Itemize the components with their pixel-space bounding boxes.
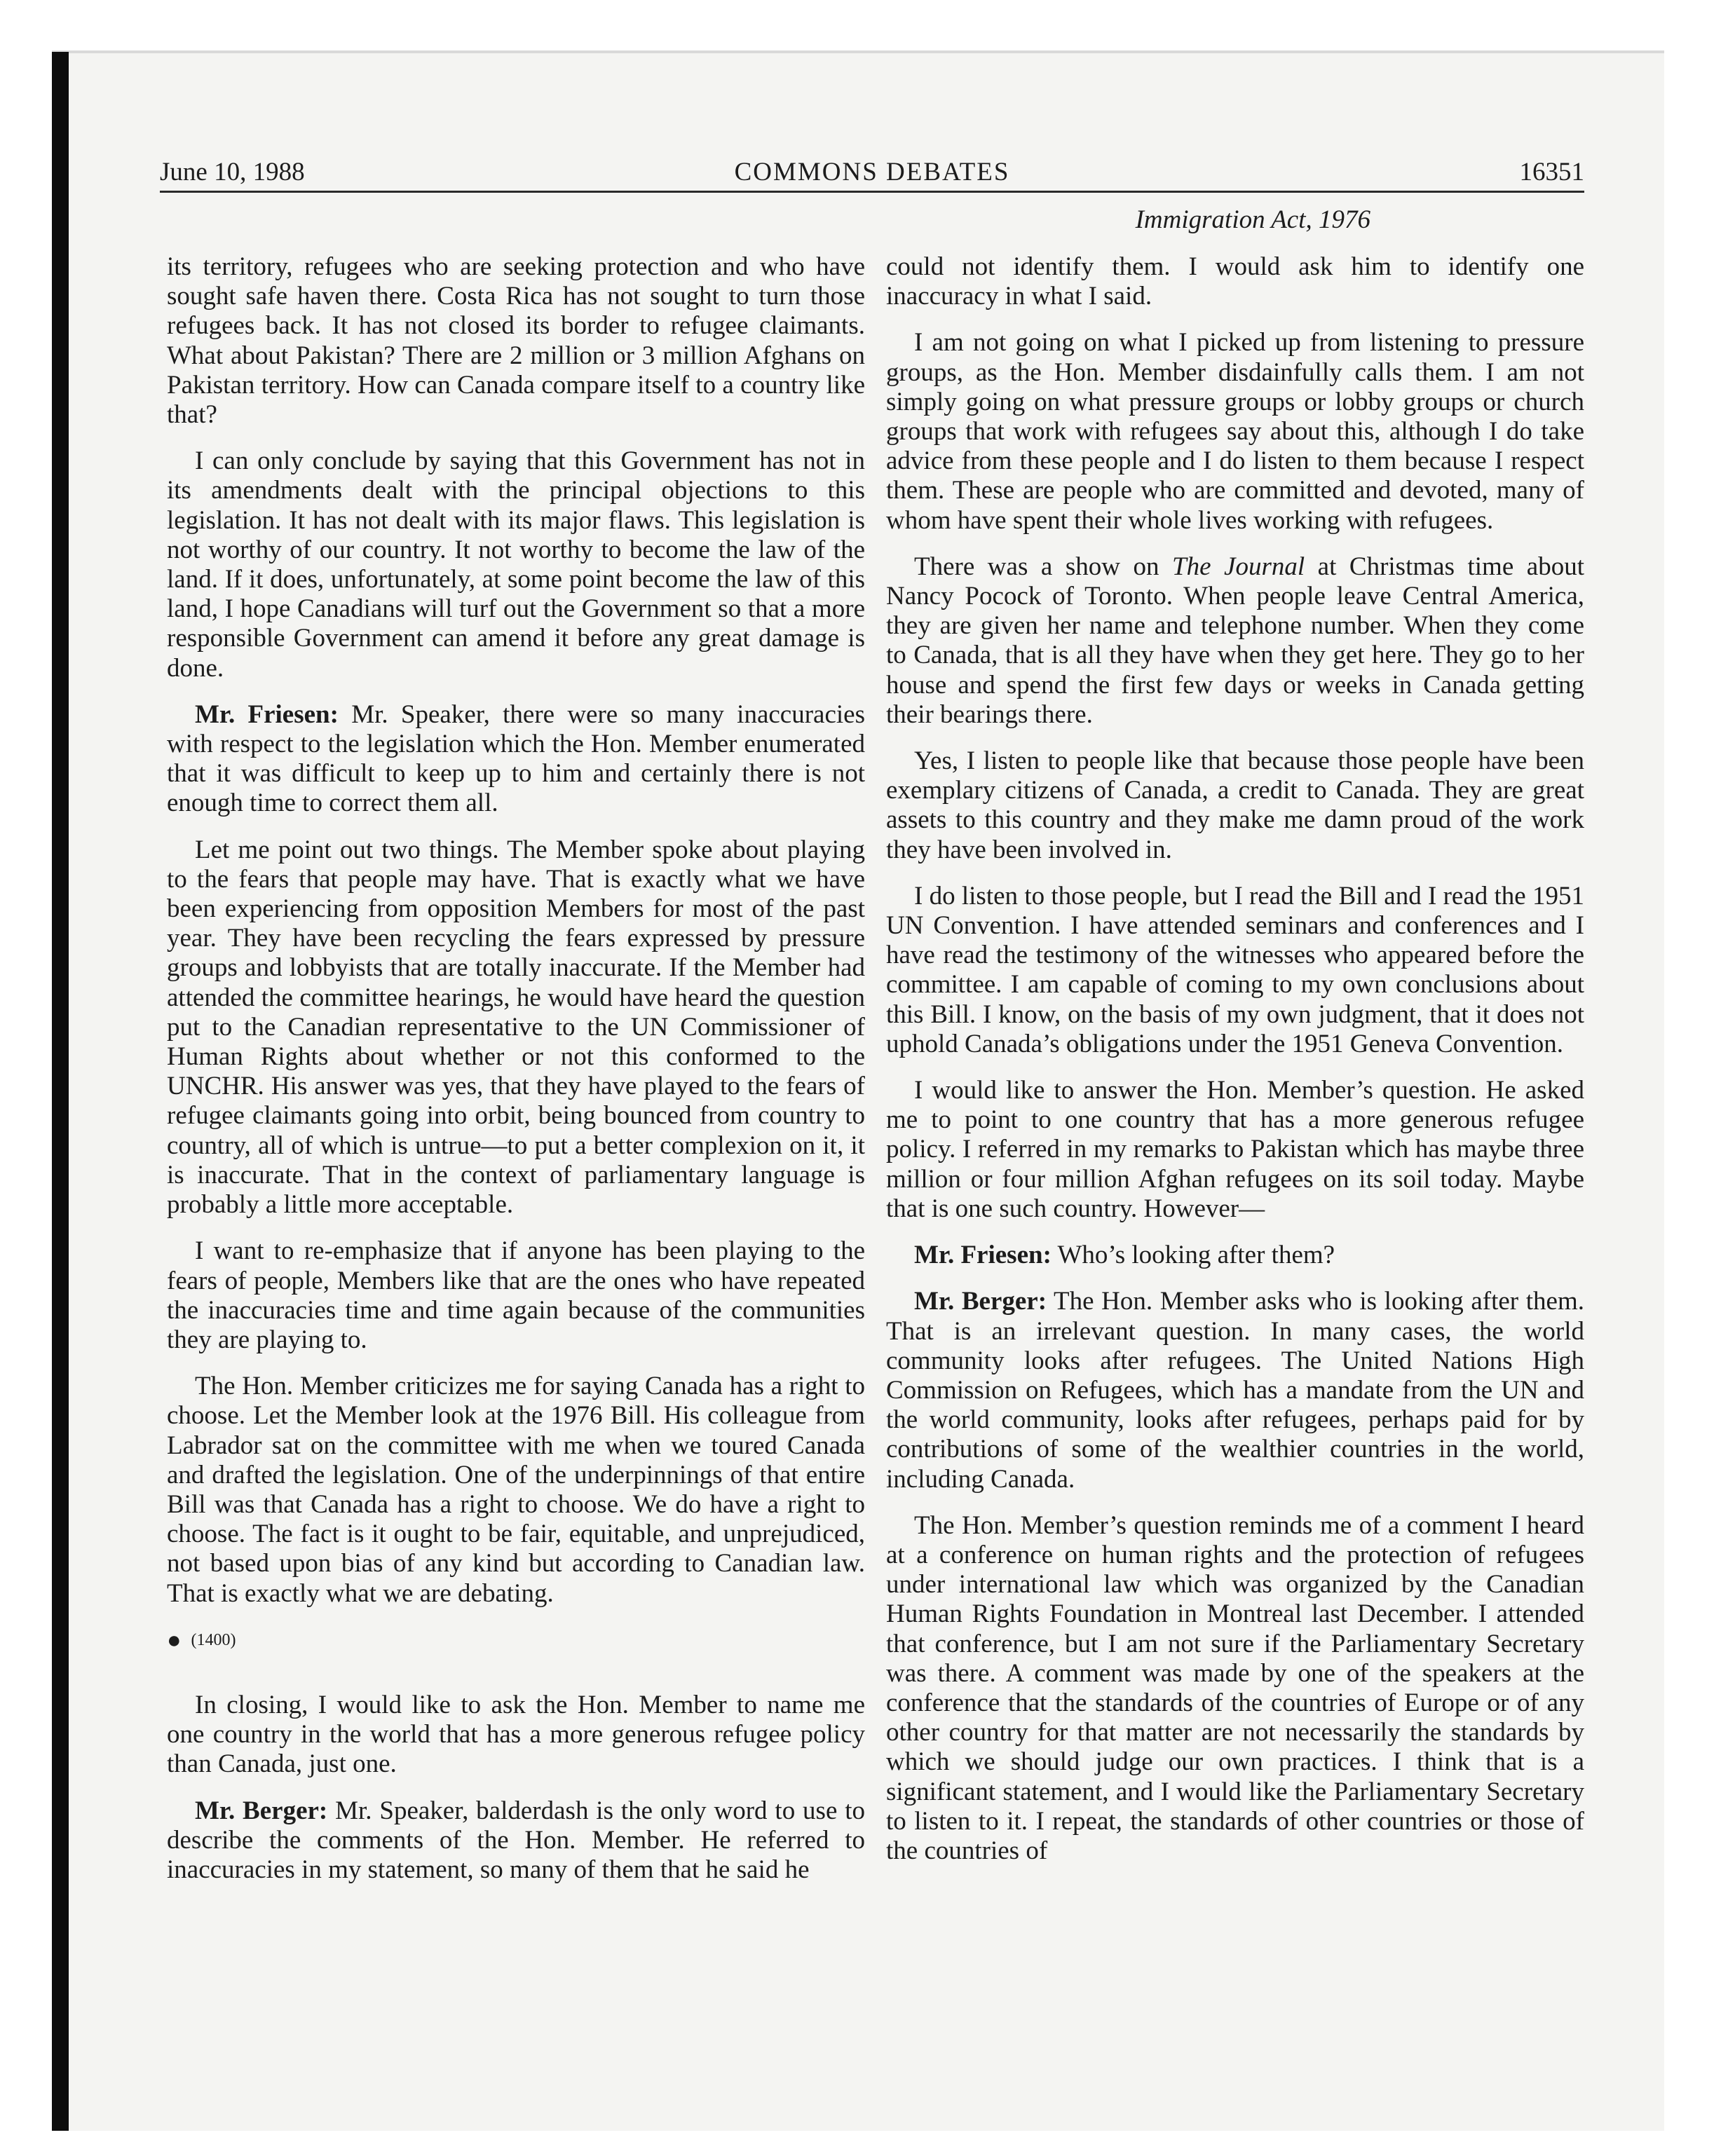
paragraph-text: Mr. Speaker, there were so many inaccuracies with respect to the legislation which the Hon. Member enumerated that it was difficult to keep up to him and certainly there is not enough time to correct them all. — [167, 700, 865, 818]
left-column — [167, 252, 865, 1902]
speaker-name: Mr. Berger: — [914, 1287, 1047, 1316]
paragraph-text: Mr. Speaker, balderdash is the only word to use to describe the comments of the Hon. Member. He referred to inaccuracies in my statement, so many of them that he said he — [167, 1796, 866, 1884]
paragraph-text: The Hon. Member asks who is looking after them. That is an irrelevant question. In many cases, the world community looks after refugees. The United Nations High Commission on Refugees, which has a mandate from the UN and the world community, looks after refugees, perhaps paid for by contributions of some of the wealthier countries in the world, including Canada. — [886, 1287, 1584, 1494]
running-head: Immigration Act, 1976 — [1135, 205, 1370, 234]
speaker-name: Mr. Friesen: — [195, 700, 339, 729]
paragraph — [167, 1796, 865, 1885]
paragraph: I am not going on what I picked up from listening to pressure groups, as the Hon. Member disdainfully calls them. I am not simply going on what pressure groups or lobby groups or church groups that work with refugees say about this, although I do take advice from these people and I do listen to them because I respect them. These are people who are committed and devoted, many of whom have spent their whole lives working with refugees. — [886, 328, 1584, 535]
paragraph: its territory, refugees who are seeking protection and who have sought safe haven there. Costa Rica has not sought to turn those refugees back. It has not closed its border to refugee claimants. What about Pakistan? There are 2 million or 3 million Afghans on Pakistan territory. How can Canada compare itself to a country like that? — [167, 252, 865, 430]
paragraph — [886, 1241, 1584, 1270]
paragraph: I would like to answer the Hon. Member’s question. He asked me to point to one country that has a more generous refugee policy. I referred in my remarks to Pakistan which has maybe three million or four million Afghan refugees on its soil today. Maybe that is one such country. However— — [886, 1076, 1584, 1223]
header-date: June 10, 1988 — [160, 158, 305, 186]
paragraph: The Hon. Member criticizes me for saying Canada has a right to choose. Let the Member look at the 1976 Bill. His colleague from Labrador sat on the committee with me when we toured Canada and drafted the legislation. One of the underpinnings of that entire Bill was that Canada has a right to choose. We do have a right to choose. The fact is it ought to be fair, equitable, and unprejudiced, not based upon bias of any kind but according to Canadian law. That is exactly what we are debating. — [167, 1372, 865, 1608]
paragraph: Yes, I listen to people like that because those people have been exemplary citizens of Canada, a credit to Canada. They are great assets to this country and they make me damn proud of the work they have been involved in. — [886, 746, 1584, 864]
paragraph: In closing, I would like to ask the Hon. Member to name me one country in the world that has a more generous refugee policy than Canada, just one. — [167, 1690, 865, 1779]
paragraph: I can only conclude by saying that this Government has not in its amendments dealt with the principal objections to this legislation. It has not dealt with its major flaws. This legislation is not worthy of our country. It not worthy to become the law of the land. If it does, unfortunately, at some point become the law of this land, I hope Canadians will turf out the Government so that a more responsible Government can amend it before any great damage is done. — [167, 446, 865, 683]
paragraph — [886, 552, 1584, 730]
paragraph: I do listen to those people, but I read the Bill and I read the 1951 UN Convention. I have attended seminars and conferences and I have read the testimony of the witnesses who appeared before the committee. I am capable of coming to my own conclusions about this Bill. I know, on the basis of my own judgment, that it does not uphold Canada’s obligations under the 1951 Geneva Convention. — [886, 881, 1584, 1058]
speaker-name: Mr. Berger: — [195, 1796, 328, 1825]
right-column — [886, 252, 1584, 1883]
paragraph-text: at Christmas time about Nancy Pocock of Toronto. When people leave Central America, they are given her name and telephone number. When they come to Canada, that is all they have when they get here. They go to her house and spend the first few days or weeks in Canada getting their bearings there. — [886, 552, 1584, 729]
timestamp — [167, 1625, 865, 1656]
program-title: The Journal — [1172, 552, 1305, 581]
paragraph: The Hon. Member’s question reminds me of a comment I heard at a conference on human rights and the protection of refugees under international law which was organized by the Canadian Human Rights Foundation in Montreal last December. I attended that conference, but I am not sure if the Parliamentary Secretary was there. A comment was made by one of the speakers at the conference that the standards of the countries of Europe or of any other country for that matter are not necessarily the standards by which we should judge our own practices. I think that is a significant statement, and I would like the Parliamentary Secretary to listen to it. I repeat, the standards of other countries or those of the countries of — [886, 1510, 1584, 1865]
header-rule — [160, 191, 1584, 193]
paragraph: could not identify them. I would ask him to identify one inaccuracy in what I said. — [886, 252, 1584, 311]
speaker-name: Mr. Friesen: — [914, 1241, 1052, 1270]
page-header — [160, 157, 1584, 193]
bullet-icon: ● — [167, 1627, 182, 1653]
scan-border-left — [52, 52, 69, 2131]
paragraph-text: Who’s looking after them? — [1051, 1241, 1335, 1270]
paragraph — [886, 1287, 1584, 1494]
paragraph — [167, 700, 865, 819]
header-page-number: 16351 — [1519, 158, 1584, 186]
paragraph: Let me point out two things. The Member spoke about playing to the fears that people may have. That is exactly what we have been experiencing from opposition Members for most of the past year. They have been recycling the fears expressed by pressure groups and lobbyists that are totally inaccurate. If the Member had attended the committee hearings, he would have heard the question put to the Canadian representative to the UN Commissioner of Human Rights about whether or not this conformed to the UNCHR. His answer was yes, that they have played to the fears of refugee claimants going into orbit, being bounced from country to country, all of which is untrue—to put a better complexion on it, it is inaccurate. That in the context of parliamentary language is probably a little more acceptable. — [167, 835, 865, 1220]
timestamp-text: (1400) — [191, 1630, 236, 1649]
header-title: COMMONS DEBATES — [734, 158, 1010, 186]
paragraph: I want to re-emphasize that if anyone has been playing to the fears of people, Members like that are the ones who have repeated the inaccuracies time and time again because of the communities they are playing to. — [167, 1236, 865, 1354]
paragraph-text: There was a show on — [914, 552, 1172, 581]
